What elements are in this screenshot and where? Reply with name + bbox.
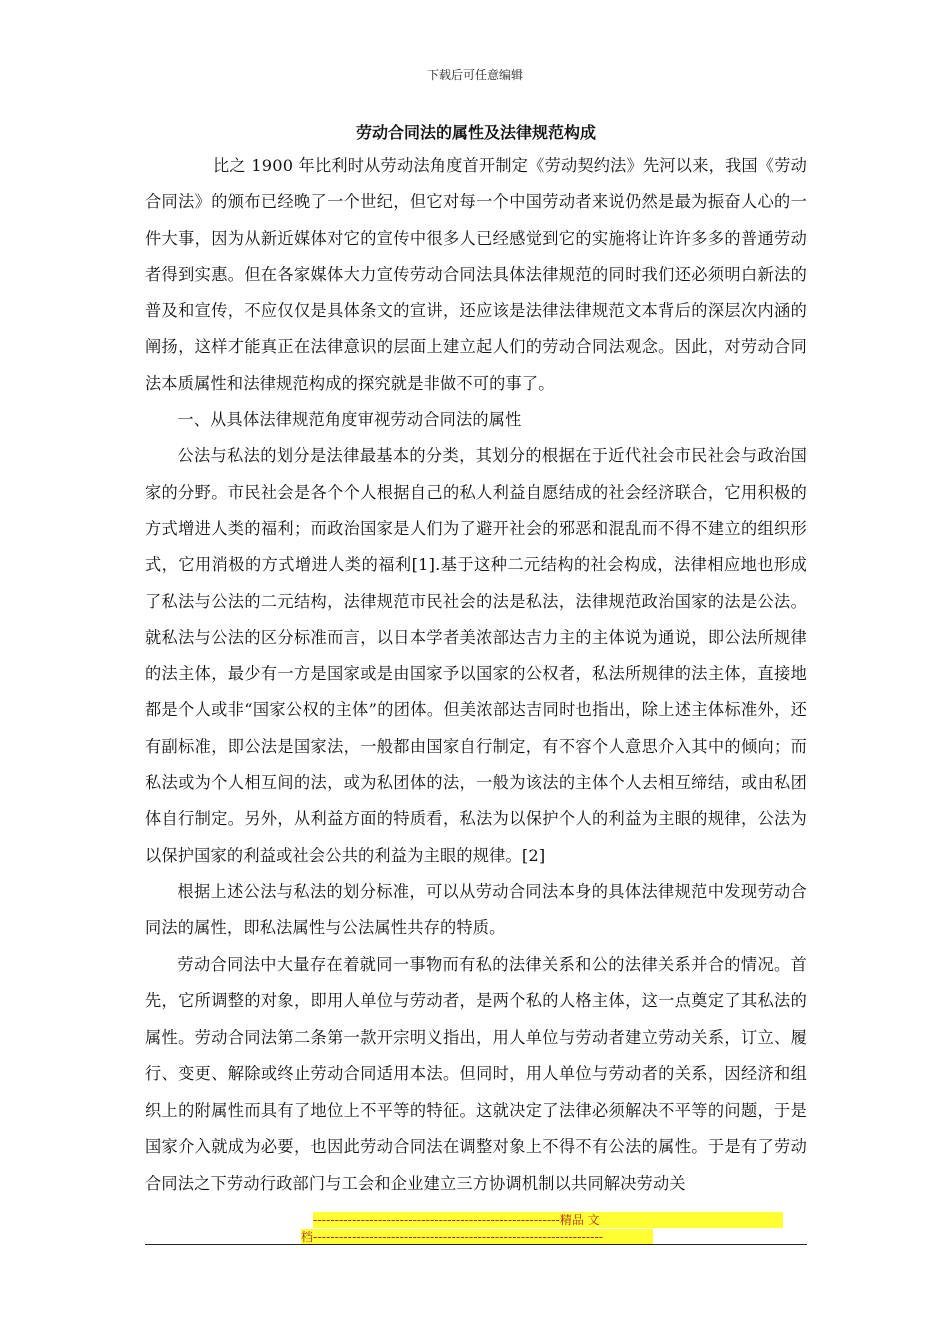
document-title: 劳动合同法的属性及法律规范构成 [355, 123, 596, 142]
body-paragraph: 劳动合同法中大量存在着就同一事物而有私的法律关系和公的法律关系并合的情况。首先，它所调整的对象，即用人单位与劳动者，是两个私的人格主体，这一点奠定了其私法的属性。劳动合同法第二条第一款开宗明义指出，用人单位与劳动者建立劳动关系，订立、履行、变更、解除或终止劳动合同适用本法。但同时，用人单位与劳动者的关系，因经济和组织上的附属性而具有了地位上不平等的特征。这就决定了法律必须解决不平等的问题，于是国家介入就成为必要，也因此劳动合同法在调整对象上不得不有公法的属性。于是有了劳动合同法之下劳动行政部门与工会和企业建立三方协调机制以共同解决劳动关 [145, 954, 807, 1193]
body-paragraph: 公法与私法的划分是法律最基本的分类，其划分的根据在于近代社会市民社会与政治国家的分野。市民社会是各个个人根据自己的私人利益自愿结成的社会经济联合，它用积极的方式增进人类的福利；而政治国家是人们为了避开社会的邪恶和混乱而不得不建立的组织形式，它用消极的方式增进人类的福利[1].基于这种二元结构的社会构成，法律相应地也形成了私法与公法的二元结构，法律规范市民社会的法是私法，法律规范政治国家的法是公法。就私法与公法的区分标准而言，以日本学者美浓部达吉力主的主体说为通说，即公法所规律的法主体，最少有一方是国家或是由国家予以国家的公权者，私法所规律的法主体，直接地都是个人或非“国家公权的主体”的团体。但美浓部达吉同时也指出，除上述主体标准外，还有副标准，即公法是国家法，一般都由国家自行制定，有不容个人意思介入其中的倾向；而私法或为个人相互间的法，或为私团体的法，一般为该法的主体个人去相互缔结，或由私团体自行制定。另外，从利益方面的特质看，私法为以保护个人的利益为主眼的规律，公法为以保护国家的利益或社会公共的利益为主眼的规律。[2] [145, 446, 807, 865]
footer-watermark-line: 档------------------------------------------------------------------- [301, 1229, 653, 1245]
document-body [145, 148, 807, 1202]
intro-paragraph: 比之 1900 年比利时从劳动法角度首开制定《劳动契约法》先河以来，我国《劳动合同法》的颁布已经晚了一个世纪，但它对每一个中国劳动者来说仍然是最为振奋人心的一件大事，因为从新近媒体对它的宣传中很多人已经感觉到它的实施将让许许多多的普通劳动者得到实惠。但在各家媒体大力宣传劳动合同法具体法律规范的同时我们还必须明白新法的普及和宣传，不应仅仅是具体条文的宣讲，还应该是法律法律规范文本背后的深层次内涵的阐扬，这样才能真正在法律意识的层面上建立起人们的劳动合同法观念。因此，对劳动合同法本质属性和法律规范构成的探究就是非做不可的事了。 [145, 156, 807, 393]
header-note: 下载后可任意编辑 [426, 68, 523, 82]
section-heading: 一、从具体法律规范角度审视劳动合同法的属性 [177, 410, 522, 430]
footer-watermark [145, 1212, 807, 1246]
footer-divider [145, 1244, 807, 1245]
body-paragraph: 根据上述公法与私法的划分标准，可以从劳动合同法本身的具体法律规范中发现劳动合同法的属性，即私法属性与公法属性共存的特质。 [145, 881, 807, 938]
footer-watermark-line: ---------------------------------------------------------精品 文 [313, 1212, 783, 1228]
